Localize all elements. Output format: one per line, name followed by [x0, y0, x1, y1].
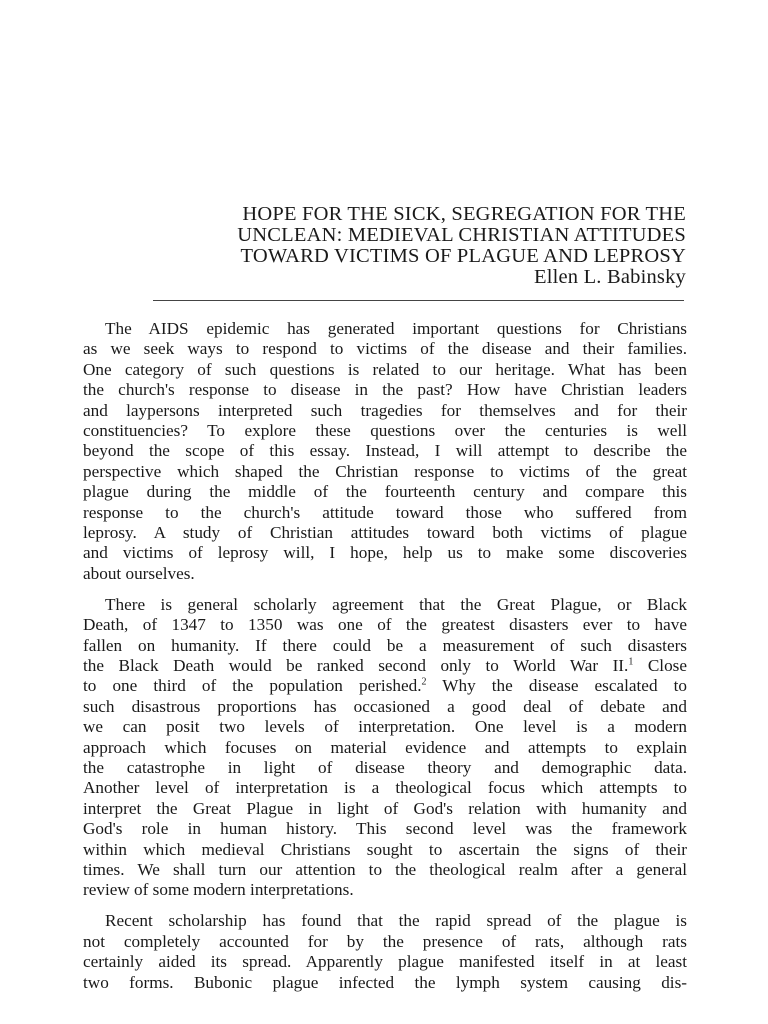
text-line: beyond the scope of this essay. Instead, I will attempt to describe the [83, 441, 687, 461]
text-line: There is general scholarly agreement that the Great Plague, or Black [105, 594, 687, 614]
author-name: Ellen L. Babinsky [533, 266, 686, 288]
text-line: Another level of interpretation is a theological focus which attempts to [83, 778, 687, 798]
text-line: within which medieval Christians sought to ascertain the signs of their [83, 839, 687, 859]
text-line: God's role in human history. This second level was the framework [83, 819, 687, 839]
footnote-ref-2[interactable]: 2 [421, 676, 427, 688]
header-divider [153, 300, 684, 301]
text-line: fallen on humanity. If there could be a measurement of such disasters [83, 635, 687, 655]
text-line: times. We shall turn our attention to the theological realm after a general [83, 860, 687, 880]
text-line: as we seek ways to respond to victims of the disease and their families. [83, 339, 687, 359]
text-line: the catastrophe in light of disease theory and demographic data. [83, 758, 687, 778]
text-line-with-note [83, 676, 687, 696]
text-line: certainly aided its spread. Apparently plague manifested itself in at least [83, 952, 687, 972]
article-body [83, 319, 687, 1004]
text-fragment: Close [633, 656, 687, 675]
text-line: about ourselves. [83, 563, 195, 583]
footnote-ref-1[interactable]: 1 [628, 656, 634, 668]
title-line-2: UNCLEAN: MEDIEVAL CHRISTIAN ATTITUDES [237, 224, 686, 246]
text-line: leprosy. A study of Christian attitudes toward both victims of plague [83, 523, 687, 543]
text-line-with-note [83, 656, 687, 676]
text-line: plague during the middle of the fourteenth century and compare this [83, 482, 687, 502]
text-line: approach which focuses on material evidence and attempts to explain [83, 737, 687, 757]
text-line: not completely accounted for by the presence of rats, although rats [83, 931, 687, 951]
text-line: the church's response to disease in the past? How have Christian leaders [83, 380, 687, 400]
title-line-1: HOPE FOR THE SICK, SEGREGATION FOR THE [242, 203, 686, 225]
text-fragment: Why the disease escalated to [426, 676, 687, 696]
text-line: interpret the Great Plague in light of God's relation with humanity and [83, 798, 687, 818]
text-line: response to the church's attitude toward those who suffered from [83, 502, 687, 522]
title-line-3: TOWARD VICTIMS OF PLAGUE AND LEPROSY [240, 245, 686, 267]
paragraph-1 [83, 319, 687, 584]
text-line: we can posit two levels of interpretation. One level is a modern [83, 717, 687, 737]
text-line: Recent scholarship has found that the rapid spread of the plague is [105, 911, 687, 931]
text-line: Death, of 1347 to 1350 was one of the greatest disasters ever to have [83, 615, 687, 635]
text-line: two forms. Bubonic plague infected the lymph system causing dis- [83, 972, 687, 992]
text-line: perspective which shaped the Christian response to victims of the great [83, 461, 687, 481]
text-line: The AIDS epidemic has generated important questions for Christians [105, 319, 687, 338]
text-fragment: the Black Death would be ranked second only to World War II. [83, 656, 629, 675]
text-line: One category of such questions is related to our heritage. What has been [83, 359, 687, 379]
paragraph-3 [83, 911, 687, 993]
text-fragment: to one third of the population perished. [83, 676, 422, 696]
text-line: such disastrous proportions has occasioned a good deal of debate and [83, 696, 687, 716]
text-line: review of some modern interpretations. [83, 880, 354, 900]
paragraph-2 [83, 595, 687, 901]
article-header [90, 204, 686, 288]
text-line: constituencies? To explore these questions over the centuries is well [83, 421, 687, 441]
text-line: and laypersons interpreted such tragedies for themselves and for their [83, 400, 687, 420]
text-line: and victims of leprosy will, I hope, help us to make some discoveries [83, 543, 687, 563]
